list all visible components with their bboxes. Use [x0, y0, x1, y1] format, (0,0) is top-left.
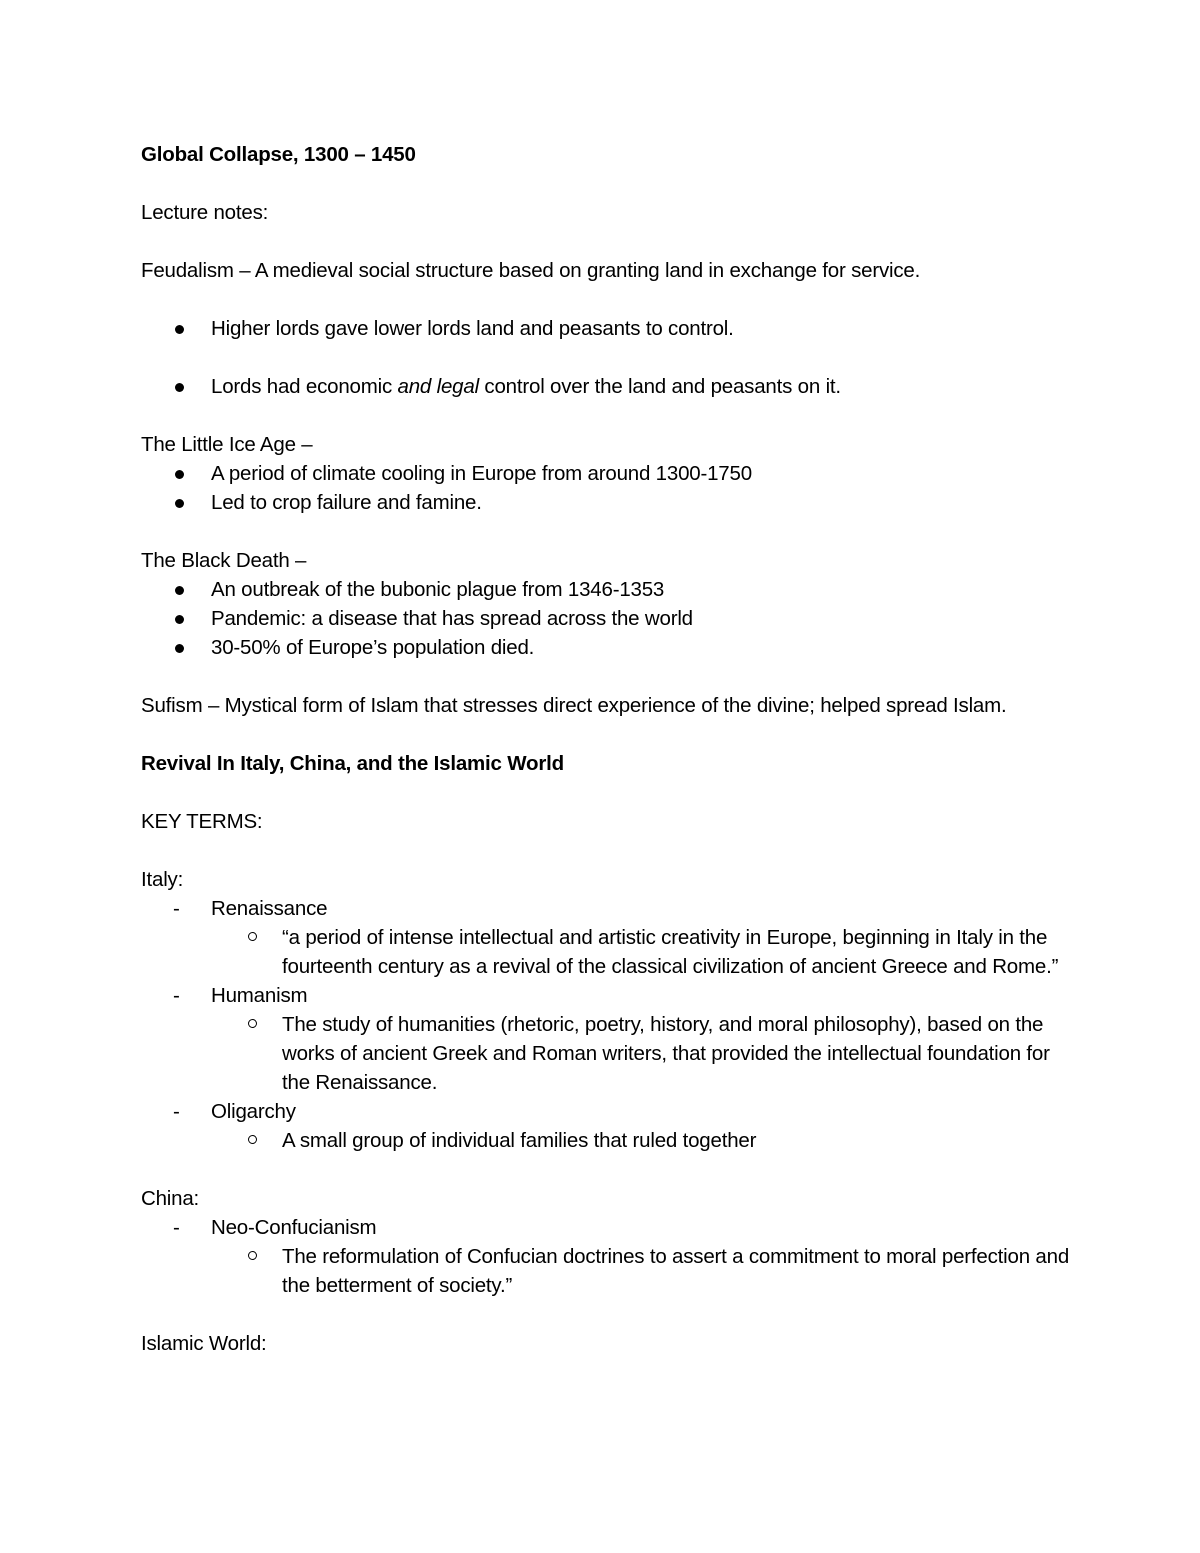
dash-icon: - [173, 984, 180, 1007]
bullet-icon [175, 499, 184, 508]
term-definition: “a period of intense intellectual and artistic creativity in Europe, beginning in Italy in the fourteenth century as a revival of the classical civilization of ancient Greece and Rome.” [141, 923, 1081, 981]
lecture-notes-label: Lecture notes: [141, 201, 269, 224]
bullet-icon [175, 586, 184, 595]
dash-icon: - [173, 897, 180, 920]
bullet-icon [175, 325, 184, 334]
term-item: - Neo-Confucianism [141, 1213, 1081, 1242]
list-item: A period of climate cooling in Europe from around 1300-1750 [141, 459, 1081, 488]
list-item: Pandemic: a disease that has spread across the world [141, 604, 1081, 633]
black-death-heading: The Black Death – [141, 549, 307, 572]
feudalism-bullet-list [141, 314, 1081, 401]
little-ice-age-heading: The Little Ice Age – [141, 433, 313, 456]
term-definition: The reformulation of Confucian doctrines to assert a commitment to moral perfection and the betterment of society.” [141, 1242, 1081, 1300]
revival-heading: Revival In Italy, China, and the Islamic World [141, 752, 564, 775]
feudalism-definition-text: – A medieval social structure based on granting land in exchange for service. [233, 259, 921, 282]
term-item: - Humanism [141, 981, 1081, 1010]
italy-term-list [141, 894, 1081, 1155]
list-item: 30-50% of Europe’s population died. [141, 633, 1081, 662]
islamic-world-label: Islamic World: [141, 1332, 267, 1355]
sufism-definition: Sufism – Mystical form of Islam that stresses direct experience of the divine; helped spread Islam. [141, 694, 1007, 717]
dash-icon: - [173, 1216, 180, 1239]
circle-bullet-icon [248, 1251, 257, 1260]
china-term-list [141, 1213, 1081, 1300]
document-title: Global Collapse, 1300 – 1450 [141, 143, 416, 166]
key-terms-label: KEY TERMS: [141, 810, 263, 833]
bullet-icon [175, 615, 184, 624]
list-item: Higher lords gave lower lords land and peasants to control. [141, 314, 1081, 343]
little-ice-age-bullet-list [141, 459, 1081, 517]
dash-icon: - [173, 1100, 180, 1123]
bullet-icon [175, 383, 184, 392]
term-item: - Oligarchy [141, 1097, 1081, 1126]
feudalism-term: Feudalism [141, 259, 234, 282]
list-item: Led to crop failure and famine. [141, 488, 1081, 517]
feudalism-definition [141, 256, 1081, 285]
china-label: China: [141, 1187, 200, 1210]
bullet-icon [175, 470, 184, 479]
term-definition: The study of humanities (rhetoric, poetry, history, and moral philosophy), based on the works of ancient Greek and Roman writers, that provided the intellectual foundation for the Renaissance. [141, 1010, 1081, 1097]
italy-label: Italy: [141, 868, 184, 891]
circle-bullet-icon [248, 1019, 257, 1028]
circle-bullet-icon [248, 932, 257, 941]
list-item: Lords had economic and legal control over the land and peasants on it. [141, 372, 1081, 401]
term-definition: A small group of individual families that ruled together [141, 1126, 1081, 1155]
emphasis-text: and legal [397, 375, 479, 398]
term-item: - Renaissance [141, 894, 1081, 923]
circle-bullet-icon [248, 1135, 257, 1144]
black-death-bullet-list [141, 575, 1081, 662]
bullet-icon [175, 644, 184, 653]
document-page [141, 140, 1081, 1358]
list-item: An outbreak of the bubonic plague from 1346-1353 [141, 575, 1081, 604]
